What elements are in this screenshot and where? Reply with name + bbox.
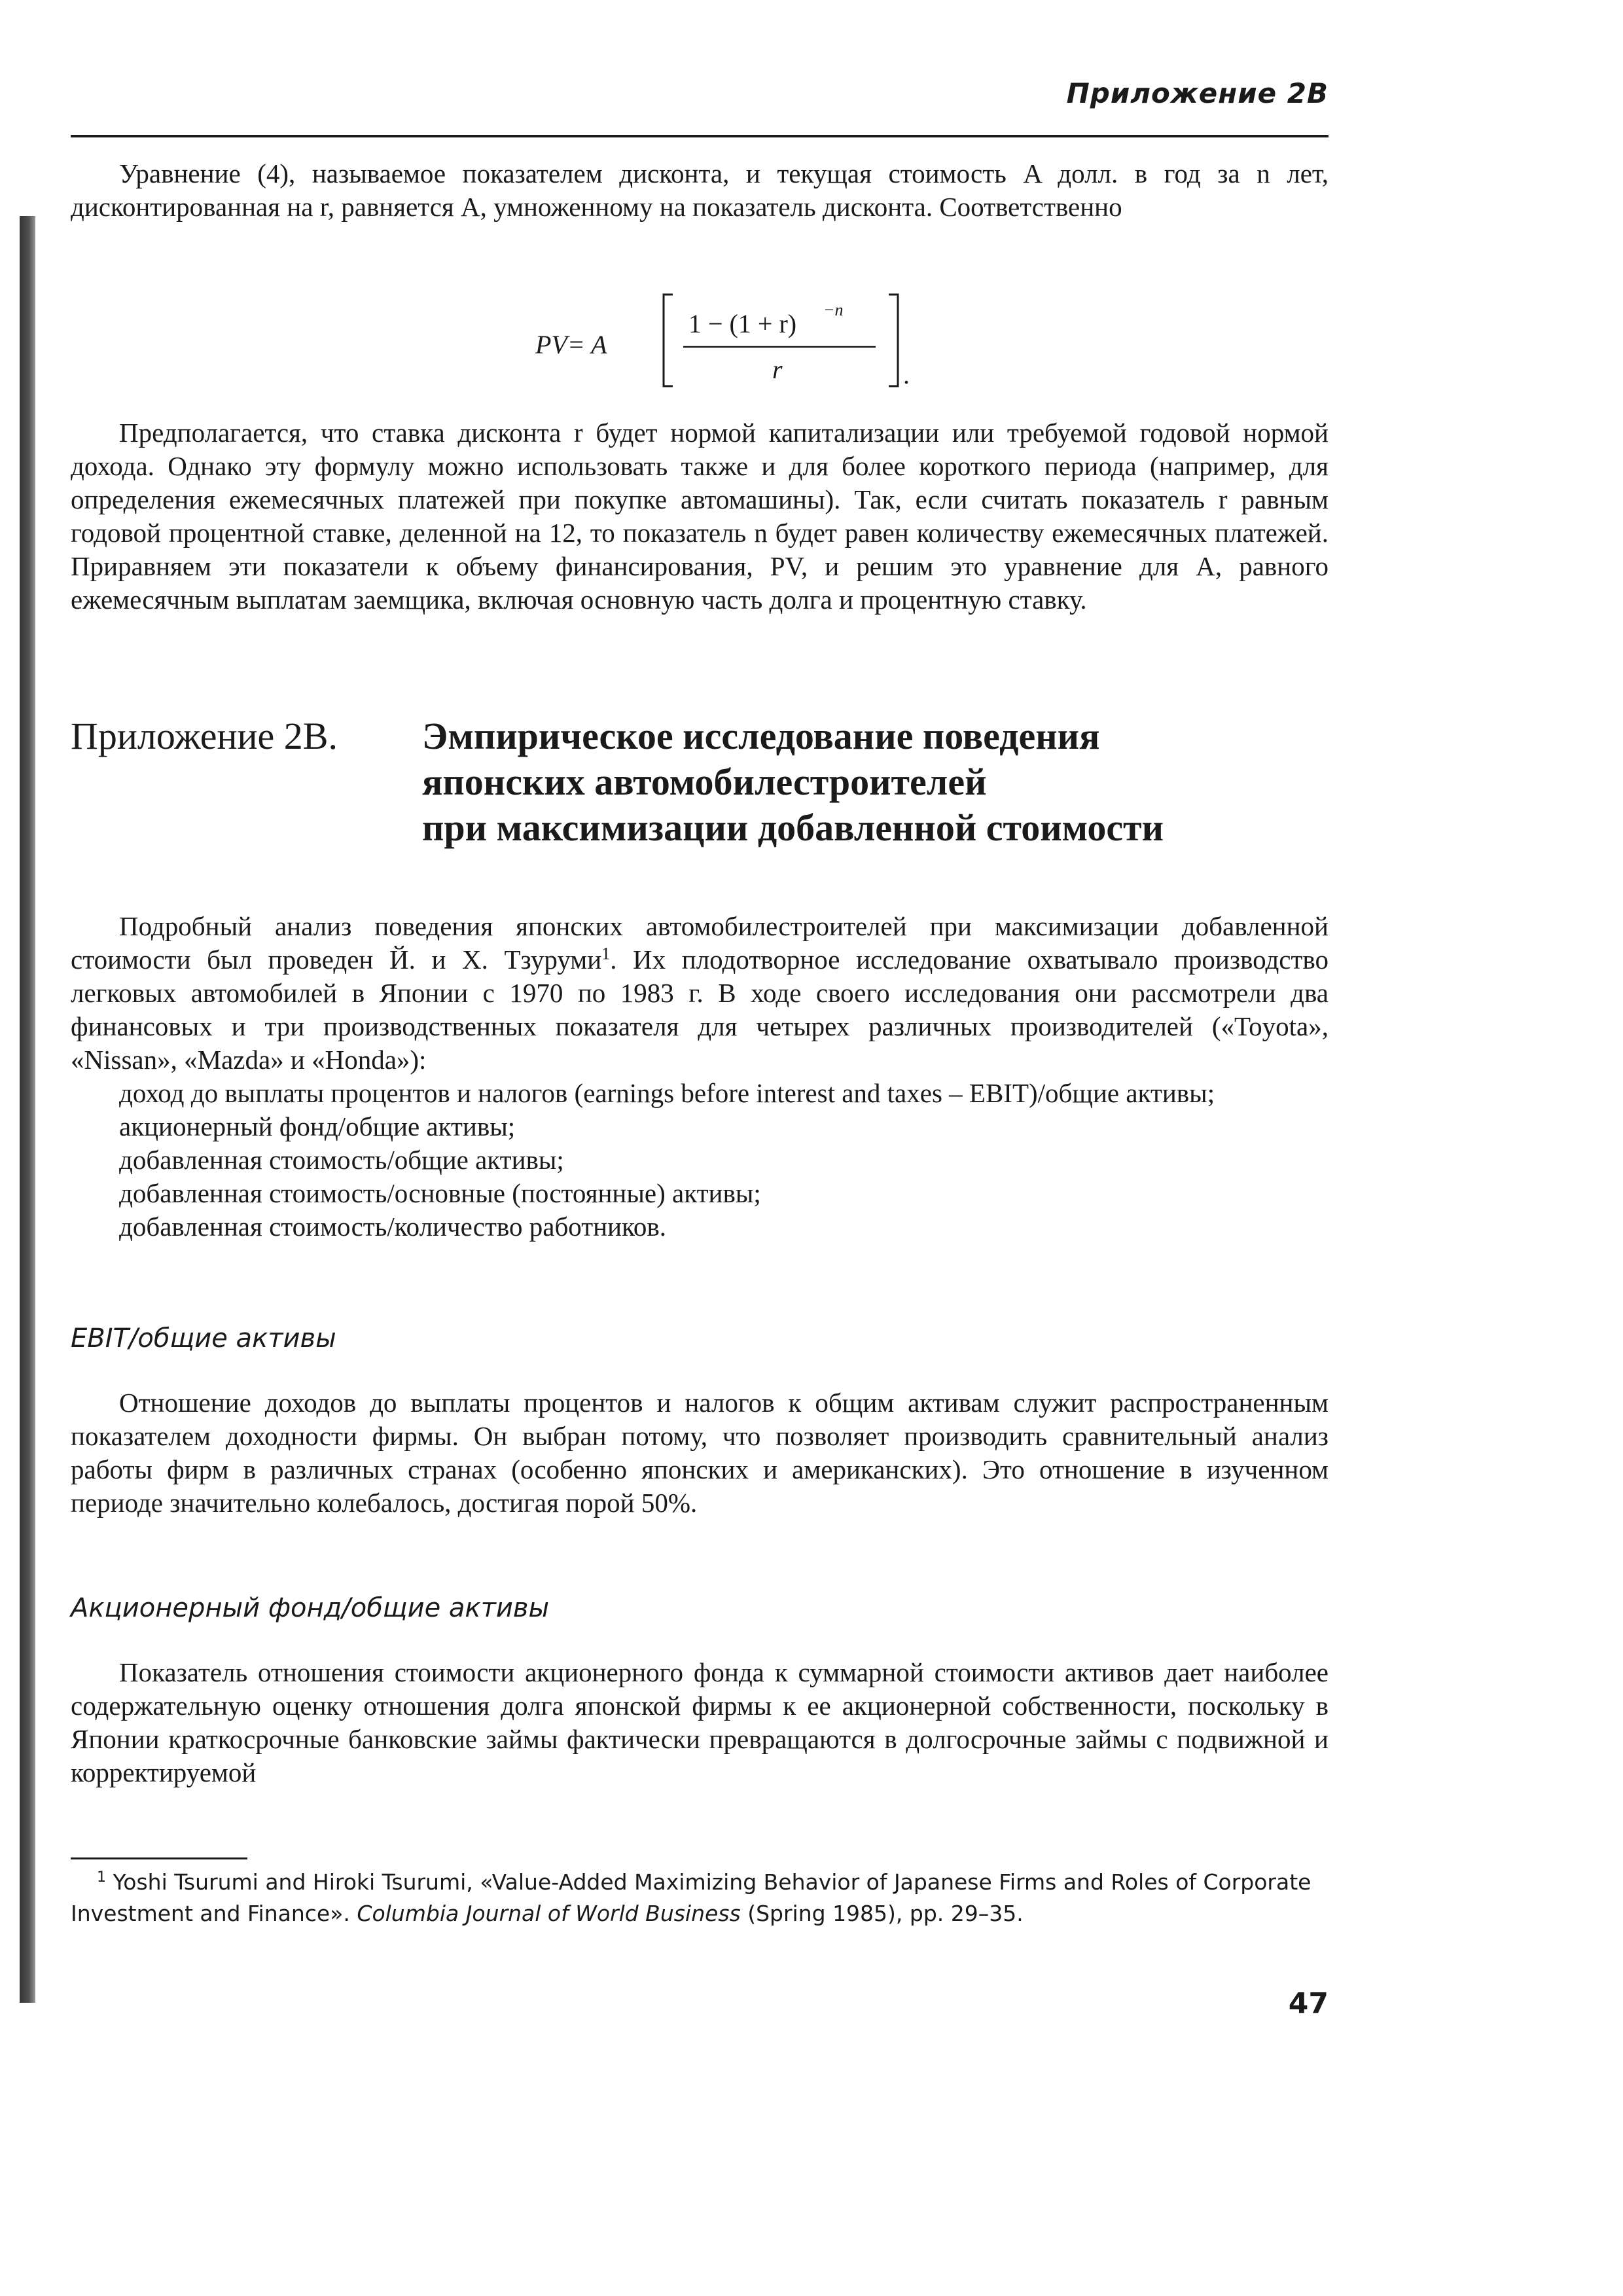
appendix-label: Приложение 2В. [71,715,338,757]
left-bracket [664,295,673,386]
header-rule [71,135,1329,137]
scan-binding-edge [20,216,35,2003]
indicator-item: акционерный фонд/общие активы; [119,1111,516,1141]
page-content [71,0,1329,2296]
equation-trailing-period: . [903,360,910,389]
intro-paragraph: Уравнение (4), называемое показателем дисконта, и текущая стоимость A долл. в год за n лет, дисконтированная на r, равняется A, умноженному на показатель дисконта. Соответственно [71,158,1329,222]
title-line: Эмпирическое исследование поведения [422,715,1100,757]
right-bracket [889,295,898,386]
footnote-marker: 1 [97,1869,106,1886]
present-value-equation [535,281,954,399]
intro-text-part-1: Подробный анализ поведения японских автомобилестроителей при максимизации добавленной стоимости был проведен Й. и Х. Тзуруми [71,911,1329,975]
indicator-item: добавленная стоимость/общие активы; [119,1145,564,1175]
ebit-paragraph: Отношение доходов до выплаты процентов и налогов к общим активам служит распространенным показателем доходности фирмы. Он выбран потому, что позволяет производить сравнительный анализ работы фирм в различных странах (особенно японских и американских). Это отношение в изученном периоде значительно колебалось, достигая порой 50%. [71,1388,1329,1518]
equation-denominator: r [772,355,783,384]
appendix-intro-paragraph [71,910,1329,1077]
indicator-item: добавленная стоимость/основные (постоянные) активы; [119,1178,761,1208]
indicator-item: доход до выплаты процентов и налогов (earnings before interest and taxes – EBIT)/общие активы; [119,1078,1215,1108]
footnote-citation-end: (Spring 1985), pp. 29–35. [740,1901,1024,1926]
footnote-citation: Yoshi Tsurumi and Hiroki Tsurumi, «Value-Added Maximizing Behavior of Japanese Firms and Roles of Corporate Investment and Finance». [71,1869,1311,1926]
title-line: японских автомобилестроителей [422,761,987,803]
footnote-journal: Columbia Journal of World Business [357,1901,741,1926]
indicator-item: добавленная стоимость/количество работников. [119,1211,667,1242]
running-header: Приложение 2В [1066,77,1329,109]
equation-numerator: 1 − (1 + r) [688,309,797,338]
page-number: 47 [1288,1987,1329,2020]
footnote [71,1867,1329,1929]
title-line: при максимизации добавленной стоимости [422,806,1164,849]
indicator-list [71,1077,1329,1244]
footnote-reference[interactable]: 1 [601,944,611,963]
equation-exponent: −n [823,300,844,319]
equation-lhs: PV= A [535,330,607,359]
assumption-paragraph: Предполагается, что ставка дисконта r будет нормой капитализации или требуемой годовой нормой дохода. Однако эту формулу можно использовать также и для более короткого периода (например, для определения ежемесячных платежей при покупке автомашины). Так, если считать показатель r равным годовой процентной ставке, деленной на 12, то показатель n будет равен количеству ежемесячных платежей. Приравняем эти показатели к объему финансирования, PV, и решим это уравнение для A, равного ежемесячным выплатам заемщика, включая основную часть долга и процентную ставку. [71,418,1329,615]
intro-text-part-2: . Их плодотворное исследование охватывало производство легковых автомобилей в Японии с 1970 по 1983 г. В ходе своего исследования они рассмотрели два финансовых и три производственных показателя для четырех различных производителей («Toyota», «Nissan», «Mazda» и «Honda»): [71,944,1329,1075]
appendix-title-lines [422,713,1325,851]
subheading-ebit: EBIT/общие активы [71,1323,336,1354]
subheading-equity: Акционерный фонд/общие активы [71,1593,550,1623]
footnote-rule [71,1857,247,1859]
equity-paragraph: Показатель отношения стоимости акционерного фонда к суммарной стоимости активов дает наиболее содержательную оценку отношения долга японской фирмы к ее акционерной собственности, поскольку в Японии краткосрочные банковские займы фактически превращаются в долгосрочные займы с подвижной и корректируемой [71,1657,1329,1787]
